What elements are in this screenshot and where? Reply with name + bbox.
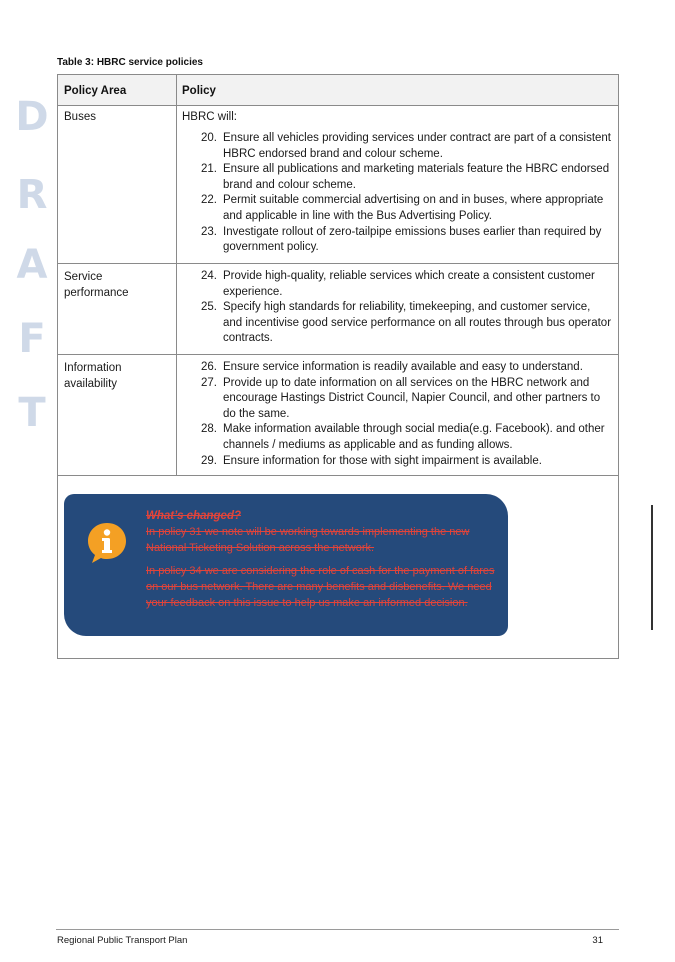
policy-area-buses: Buses [64, 111, 96, 123]
draft-watermark-letter: T [18, 390, 46, 436]
policy-item: 28. Make information available through social media(e.g. Facebook). and other channels / mediums as applicable and as funding allows. [201, 423, 605, 451]
header-policy: Policy [182, 85, 216, 97]
row-divider [58, 354, 618, 355]
policy-item: 27. Provide up to date information on all services on the HBRC network and encourage Hastings District Council, Napier Council, and other partners to do the same. [201, 376, 601, 420]
policy-item: 26. Ensure service information is readily available and easy to understand. [201, 361, 583, 373]
table-header-row [58, 75, 618, 106]
draft-watermark-letter: D [15, 94, 49, 140]
callout-title: What’s changed? [146, 510, 241, 522]
policy-item: 25. Specify high standards for reliability, timekeeping, and customer service, and incentivise good service performance on all routes through bus operator contracts. [201, 301, 612, 345]
draft-watermark-letter: F [18, 316, 46, 362]
policy-item: 23. Investigate rollout of zero-tailpipe emissions buses earlier than required by government policy. [201, 225, 602, 254]
footer-rule [56, 929, 619, 930]
policy-item: 21. Ensure all publications and marketing materials feature the HBRC endorsed brand and colour scheme. [201, 163, 610, 191]
footer-page-number: 31 [592, 935, 603, 946]
policy-item: 20. Ensure all vehicles providing services under contract are part of a consistent HBRC endorsed brand and colour scheme. [201, 132, 612, 160]
policy-area-information-availability: Information availability [64, 362, 122, 390]
policy-intro: HBRC will: [182, 111, 237, 123]
row-divider [58, 263, 618, 264]
policy-area-service-performance: Service performance [64, 271, 129, 299]
policy-item: 22. Permit suitable commercial advertising on and in buses, where appropriate and applicable in line with the Bus Advertising Policy. [201, 194, 604, 222]
policy-item: 29. Ensure information for those with sight impairment is available. [201, 454, 542, 467]
row-divider [58, 475, 618, 476]
callout-paragraph: In policy 34 we are considering the role of cash for the payment of fares on our bus network. There are many benefits and disbenefits. We need your feedback on this issue to help us make an informed decision. [146, 565, 495, 609]
column-divider [176, 75, 177, 476]
draft-watermark-letter: A [16, 242, 48, 288]
policy-list-service-performance [182, 269, 612, 347]
policy-item: 24. Provide high-quality, reliable services which create a consistent customer experience. [201, 270, 595, 298]
draft-watermark-letter: R [16, 172, 48, 218]
change-bar [651, 505, 653, 630]
info-icon [84, 520, 130, 566]
header-policy-area: Policy Area [64, 85, 127, 97]
policy-list-buses [182, 131, 612, 256]
table-caption: Table 3: HBRC service policies [57, 57, 203, 68]
policy-list-information-availability [182, 360, 612, 469]
callout-paragraph: In policy 31 we note will be working towards implementing the new National Ticketing Solution across the network. [146, 526, 470, 554]
whats-changed-callout [64, 494, 508, 636]
footer-document-title: Regional Public Transport Plan [57, 935, 188, 946]
callout-text [146, 508, 496, 611]
